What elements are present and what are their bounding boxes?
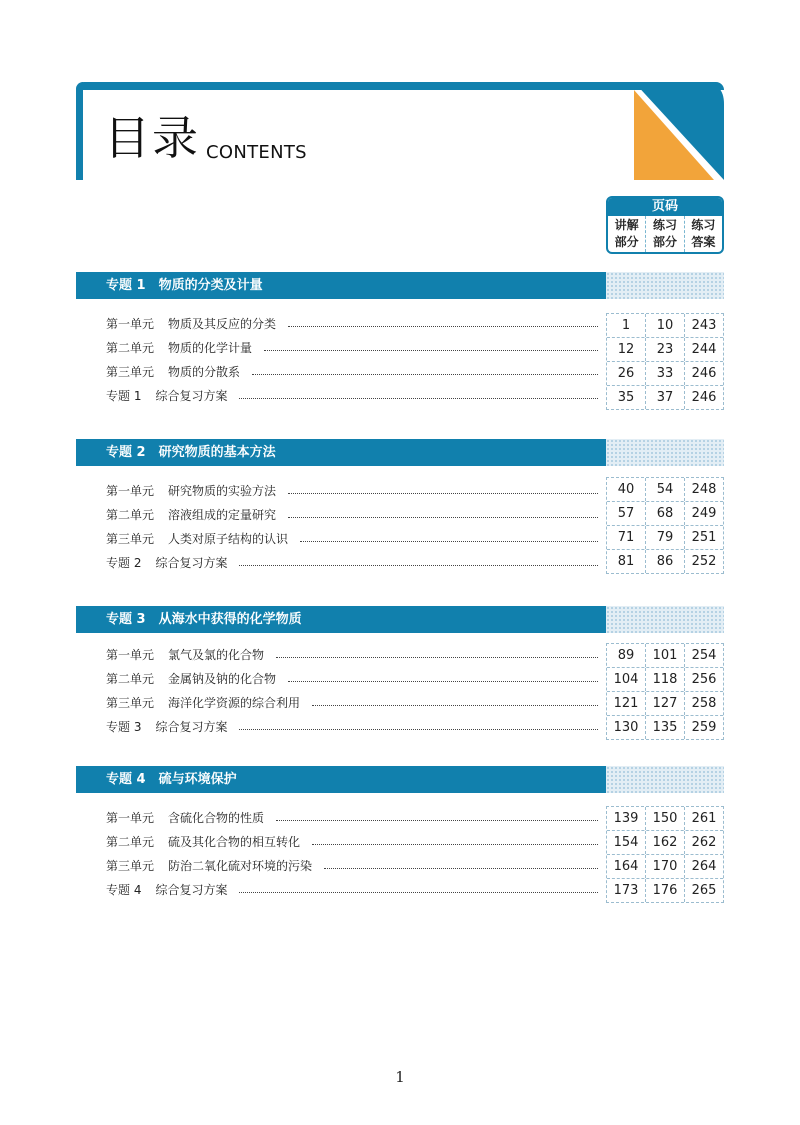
page-explanation: 121 [607,692,646,715]
page-title-cn: 目录 [104,111,200,165]
entry-name: 氯气及氯的化合物 [168,647,265,662]
entry-unit: 第一单元 [106,810,155,825]
page-explanation: 164 [607,855,646,878]
entry-name: 综合复习方案 [155,882,228,897]
page-number-table [606,643,724,740]
page-exercise: 54 [646,478,685,501]
entry-name: 金属钠及钠的化合物 [168,671,277,686]
entry-name: 物质的分散系 [168,364,241,379]
toc-entry[interactable] [106,312,606,334]
entry-name: 防治二氧化硫对环境的污染 [168,858,313,873]
section-title: 专题 4 硫与环境保护 [76,766,606,793]
page-answers: 259 [691,720,717,735]
section-bar-pattern [606,272,724,299]
entry-name: 研究物质的实验方法 [168,483,277,498]
toc-entry[interactable] [106,384,606,406]
entry-unit: 专题 1 [106,388,142,403]
entry-unit: 第二单元 [106,834,155,849]
table-row [607,878,723,902]
table-row [607,361,723,385]
page-answers: 249 [691,506,717,521]
page-exercise: 101 [646,644,685,667]
page-exercise: 37 [646,386,685,409]
entry-unit: 专题 2 [106,555,142,570]
page-exercise: 86 [646,550,685,573]
page-number-table [606,806,724,903]
toc-entry[interactable] [106,527,606,549]
page-answers: 246 [691,390,717,405]
page-explanation: 1 [607,314,646,337]
column-exercise: 练习 部分 [646,216,684,252]
page-answers: 244 [691,342,717,357]
page-number-header [606,196,724,254]
dot-leader [312,844,598,845]
table-row [607,691,723,715]
page-exercise: 23 [646,338,685,361]
table-row [607,667,723,691]
page-explanation: 139 [607,807,646,830]
page-explanation: 89 [607,644,646,667]
page-title-en: CONTENTS [206,142,307,163]
page-exercise: 68 [646,502,685,525]
entry-unit: 第二单元 [106,507,155,522]
entry-unit: 第三单元 [106,531,155,546]
section-bar-3 [76,606,724,633]
table-row [607,854,723,878]
page-answers: 256 [691,672,717,687]
dot-leader [276,820,598,821]
entry-name: 硫及其化合物的相互转化 [168,834,301,849]
toc-entry[interactable] [106,336,606,358]
page-answers: 252 [691,554,717,569]
dot-leader [276,657,598,658]
page-explanation: 40 [607,478,646,501]
entry-name: 物质及其反应的分类 [168,316,277,331]
entry-name: 含硫化合物的性质 [168,810,265,825]
entry-unit: 第一单元 [106,483,155,498]
page-exercise: 118 [646,668,685,691]
toc-entry[interactable] [106,854,606,876]
page-explanation: 35 [607,386,646,409]
page-exercise: 33 [646,362,685,385]
section-title: 专题 1 物质的分类及计量 [76,272,606,299]
entry-unit: 第二单元 [106,340,155,355]
page-explanation: 26 [607,362,646,385]
toc-entry[interactable] [106,830,606,852]
header-frame-top [76,82,724,90]
table-row [607,385,723,409]
section-bar-4 [76,766,724,793]
entry-name: 人类对原子结构的认识 [168,531,289,546]
page-answers: 251 [691,530,717,545]
table-row [607,549,723,573]
page-explanation: 154 [607,831,646,854]
dot-leader [324,868,598,869]
toc-entry[interactable] [106,643,606,665]
page-explanation: 12 [607,338,646,361]
page-exercise: 150 [646,807,685,830]
column-explanation: 讲解 部分 [608,216,646,252]
dot-leader [264,350,598,351]
dot-leader [288,493,598,494]
dot-leader [288,326,598,327]
toc-entry[interactable] [106,806,606,828]
toc-entry[interactable] [106,691,606,713]
dot-leader [312,705,598,706]
section-bar-2 [76,439,724,466]
page-explanation: 104 [607,668,646,691]
page-explanation: 57 [607,502,646,525]
dot-leader [252,374,598,375]
dot-leader [239,729,598,730]
table-row [607,478,723,501]
toc-entry[interactable] [106,503,606,525]
page-exercise: 127 [646,692,685,715]
header-frame-left [76,82,83,180]
dot-leader [288,681,598,682]
page-number: 1 [395,1068,405,1086]
page-exercise: 79 [646,526,685,549]
entry-name: 溶液组成的定量研究 [168,507,277,522]
header-corner-graphic [634,82,724,180]
page-exercise: 10 [646,314,685,337]
page-number-table [606,313,724,410]
entry-name: 海洋化学资源的综合利用 [168,695,301,710]
table-row [607,644,723,667]
table-row [607,525,723,549]
page-answers: 262 [691,835,717,850]
page-answers: 246 [691,366,717,381]
toc-entry[interactable] [106,667,606,689]
toc-entry[interactable] [106,360,606,382]
section-bar-1 [76,272,724,299]
table-row [607,715,723,739]
page-explanation: 71 [607,526,646,549]
toc-entry[interactable] [106,479,606,501]
dot-leader [300,541,598,542]
table-row [607,830,723,854]
page-answers: 261 [691,811,717,826]
entry-unit: 第三单元 [106,364,155,379]
entry-name: 综合复习方案 [155,555,228,570]
dot-leader [239,398,598,399]
table-row [607,314,723,337]
entry-unit: 专题 3 [106,719,142,734]
page-answers: 254 [691,648,717,663]
page-answers: 258 [691,696,717,711]
section-title: 专题 3 从海水中获得的化学物质 [76,606,606,633]
entry-unit: 专题 4 [106,882,142,897]
page-answers: 248 [691,482,717,497]
entry-unit: 第三单元 [106,858,155,873]
entry-unit: 第二单元 [106,671,155,686]
table-row [607,337,723,361]
page-explanation: 130 [607,716,646,739]
entry-unit: 第一单元 [106,316,155,331]
page-answers: 243 [691,318,717,333]
column-answers: 练习 答案 [691,218,716,249]
entry-name: 综合复习方案 [155,719,228,734]
page-explanation: 173 [607,879,646,902]
entry-unit: 第一单元 [106,647,155,662]
page-explanation: 81 [607,550,646,573]
page-exercise: 135 [646,716,685,739]
section-title: 专题 2 研究物质的基本方法 [76,439,606,466]
page-exercise: 176 [646,879,685,902]
dot-leader [239,565,598,566]
dot-leader [239,892,598,893]
page-answers: 265 [691,883,717,898]
entry-name: 综合复习方案 [155,388,228,403]
page-exercise: 162 [646,831,685,854]
section-bar-pattern [606,766,724,793]
entry-unit: 第三单元 [106,695,155,710]
entry-name: 物质的化学计量 [168,340,253,355]
page-number-header-title: 页码 [608,198,722,216]
toc-entry[interactable] [106,551,606,573]
toc-entry[interactable] [106,715,606,737]
toc-entry[interactable] [106,878,606,900]
table-row [607,807,723,830]
table-row [607,501,723,525]
page-exercise: 170 [646,855,685,878]
section-bar-pattern [606,439,724,466]
dot-leader [288,517,598,518]
page-number-table [606,477,724,574]
section-bar-pattern [606,606,724,633]
page-answers: 264 [691,859,717,874]
